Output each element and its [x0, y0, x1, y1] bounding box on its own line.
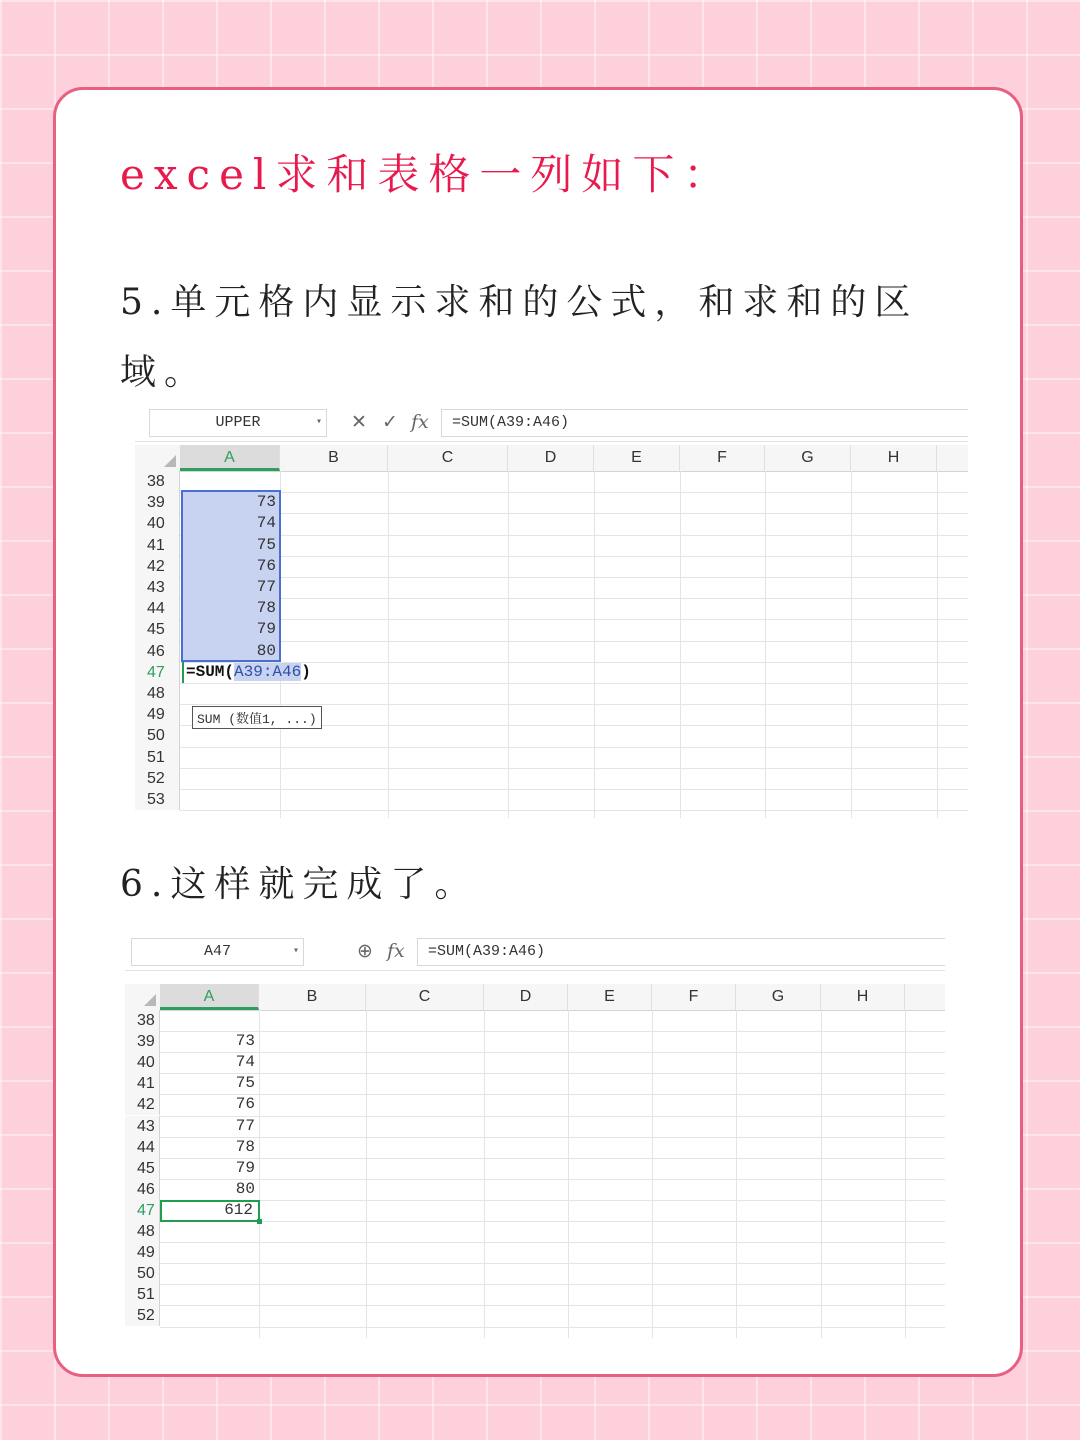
- row-header-44[interactable]: 44: [135, 598, 180, 619]
- row-header-48[interactable]: 48: [125, 1221, 160, 1242]
- column-header-a[interactable]: A: [180, 445, 280, 471]
- row-header-52[interactable]: 52: [125, 1305, 160, 1326]
- cell-value[interactable]: 77: [256, 578, 276, 596]
- gridline: [160, 1116, 945, 1117]
- row-header-43[interactable]: 43: [135, 577, 180, 598]
- page-title: excel求和表格一列如下：: [120, 150, 735, 199]
- gridline: [160, 1137, 945, 1138]
- row-header-39[interactable]: 39: [135, 492, 180, 513]
- gridline: [568, 1010, 569, 1338]
- spreadsheet-screenshot-result: [125, 930, 945, 1338]
- column-header-g[interactable]: G: [765, 445, 851, 471]
- column-header-g[interactable]: G: [736, 984, 821, 1010]
- row-header-43[interactable]: 43: [125, 1116, 160, 1137]
- column-header-e[interactable]: E: [594, 445, 680, 471]
- row-header-52[interactable]: 52: [135, 768, 180, 789]
- gridline: [160, 1221, 945, 1222]
- row-header-38[interactable]: 38: [125, 1010, 160, 1031]
- gridline: [680, 471, 681, 818]
- gridline: [180, 577, 968, 578]
- gridline: [160, 1094, 945, 1095]
- cell-value[interactable]: 80: [235, 1179, 255, 1198]
- cell-value[interactable]: 73: [256, 493, 276, 512]
- gridline: [180, 619, 968, 620]
- select-all-corner[interactable]: [135, 445, 180, 471]
- row-header-45[interactable]: 45: [125, 1158, 160, 1179]
- gridline: [160, 1200, 945, 1201]
- formula-input[interactable]: =SUM(A39:A46): [417, 938, 945, 966]
- gridline: [180, 747, 968, 748]
- row-header-50[interactable]: 50: [125, 1263, 160, 1284]
- column-header-f[interactable]: F: [680, 445, 765, 471]
- row-header-40[interactable]: 40: [135, 513, 180, 534]
- gridline: [851, 471, 852, 818]
- zoom-icon[interactable]: ⊕: [357, 940, 373, 962]
- gridline: [652, 1010, 653, 1338]
- step-6-text: 6.这样就完成了。: [120, 864, 479, 905]
- gridline: [180, 598, 968, 599]
- name-box[interactable]: UPPER ▾: [149, 409, 327, 437]
- gridline: [160, 1327, 945, 1328]
- row-header-47[interactable]: 47: [125, 1200, 160, 1221]
- function-tooltip: SUM (数值1, ...): [192, 706, 322, 729]
- row-header-40[interactable]: 40: [125, 1052, 160, 1073]
- row-header-51[interactable]: 51: [125, 1284, 160, 1305]
- gridline: [180, 641, 968, 642]
- gridline: [160, 1242, 945, 1243]
- cell-value[interactable]: 75: [235, 1074, 255, 1093]
- gridline: [821, 1010, 822, 1338]
- column-header-row: [135, 445, 968, 472]
- cell-value[interactable]: 74: [235, 1053, 255, 1072]
- formula-part: A39:A46: [234, 662, 302, 681]
- gridline: [594, 471, 595, 818]
- editing-cell-formula[interactable]: [182, 662, 311, 683]
- spreadsheet-screenshot-editing: [135, 405, 968, 818]
- confirm-icon[interactable]: ✓: [382, 411, 398, 433]
- row-header-46[interactable]: 46: [125, 1179, 160, 1200]
- fx-icon[interactable]: fx: [411, 411, 429, 433]
- gridline: [259, 1010, 260, 1338]
- cell-value[interactable]: 74: [256, 514, 276, 533]
- gridline: [736, 1010, 737, 1338]
- cell-value[interactable]: 80: [256, 641, 276, 660]
- gridline: [160, 1305, 945, 1306]
- column-header-h[interactable]: H: [851, 445, 937, 471]
- step-5-text: 5.单元格内显示求和的公式，和求和的区域。: [120, 282, 919, 393]
- gridline: [180, 535, 968, 536]
- row-header-47[interactable]: 47: [135, 662, 180, 683]
- gridline: [160, 1284, 945, 1285]
- cell-value[interactable]: 75: [256, 535, 276, 554]
- gridline: [180, 810, 968, 811]
- chevron-down-icon[interactable]: ▾: [315, 417, 322, 428]
- row-header-42[interactable]: 42: [125, 1094, 160, 1115]
- cell-value[interactable]: 79: [235, 1158, 255, 1177]
- gridline: [180, 492, 968, 493]
- row-header-45[interactable]: 45: [135, 619, 180, 640]
- row-header-42[interactable]: 42: [135, 556, 180, 577]
- cell-value[interactable]: 78: [256, 599, 276, 618]
- row-header-39[interactable]: 39: [125, 1031, 160, 1052]
- cell-value[interactable]: 76: [256, 556, 276, 575]
- gridline: [905, 1010, 906, 1338]
- column-header-f[interactable]: F: [652, 984, 736, 1010]
- gridline: [180, 683, 968, 684]
- gridline: [160, 1073, 945, 1074]
- column-header-d[interactable]: D: [484, 984, 568, 1010]
- formula-bar: [135, 405, 968, 442]
- cell-value[interactable]: 76: [235, 1095, 255, 1114]
- row-header-46[interactable]: 46: [135, 641, 180, 662]
- select-all-corner[interactable]: [125, 984, 160, 1010]
- column-header-row: [125, 984, 945, 1011]
- row-header-38[interactable]: 38: [135, 471, 180, 492]
- gridline: [160, 1158, 945, 1159]
- row-header-41[interactable]: 41: [135, 535, 180, 556]
- formula-part: ): [301, 662, 311, 681]
- gridline: [937, 471, 938, 818]
- cell-value[interactable]: 77: [235, 1116, 255, 1135]
- row-header-41[interactable]: 41: [125, 1073, 160, 1094]
- gridline: [180, 556, 968, 557]
- sum-result-cell[interactable]: 612: [224, 1200, 253, 1219]
- chevron-down-icon[interactable]: ▾: [292, 946, 299, 957]
- row-header-48[interactable]: 48: [135, 683, 180, 704]
- gridline: [160, 1263, 945, 1264]
- column-header-c[interactable]: C: [388, 445, 508, 471]
- gridline: [160, 1179, 945, 1180]
- cell-value[interactable]: 73: [235, 1032, 255, 1051]
- gridline: [508, 471, 509, 818]
- column-header-b[interactable]: B: [280, 445, 388, 471]
- row-header-49[interactable]: 49: [125, 1242, 160, 1263]
- gridline: [765, 471, 766, 818]
- gridline: [484, 1010, 485, 1338]
- gridline: [366, 1010, 367, 1338]
- row-header-44[interactable]: 44: [125, 1137, 160, 1158]
- cell-value[interactable]: 79: [256, 620, 276, 639]
- gridline: [180, 768, 968, 769]
- formula-part: =SUM(: [186, 662, 235, 681]
- row-header-50[interactable]: 50: [135, 725, 180, 746]
- gridline: [180, 513, 968, 514]
- column-header-e[interactable]: E: [568, 984, 652, 1010]
- column-header-h[interactable]: H: [821, 984, 905, 1010]
- cancel-icon[interactable]: ✕: [351, 411, 367, 433]
- column-header-a[interactable]: A: [160, 984, 259, 1010]
- row-header-53[interactable]: 53: [135, 789, 180, 810]
- gridline: [388, 471, 389, 818]
- row-header-51[interactable]: 51: [135, 747, 180, 768]
- fx-icon[interactable]: fx: [387, 940, 405, 962]
- gridline: [180, 704, 968, 705]
- formula-bar: [125, 934, 945, 971]
- cell-value[interactable]: 78: [235, 1137, 255, 1156]
- gridline: [160, 1031, 945, 1032]
- row-header-49[interactable]: 49: [135, 704, 180, 725]
- formula-input[interactable]: =SUM(A39:A46): [441, 409, 968, 437]
- name-box[interactable]: A47 ▾: [131, 938, 304, 966]
- column-header-c[interactable]: C: [366, 984, 484, 1010]
- gridline: [180, 789, 968, 790]
- column-header-b[interactable]: B: [259, 984, 366, 1010]
- gridline: [160, 1052, 945, 1053]
- column-header-d[interactable]: D: [508, 445, 594, 471]
